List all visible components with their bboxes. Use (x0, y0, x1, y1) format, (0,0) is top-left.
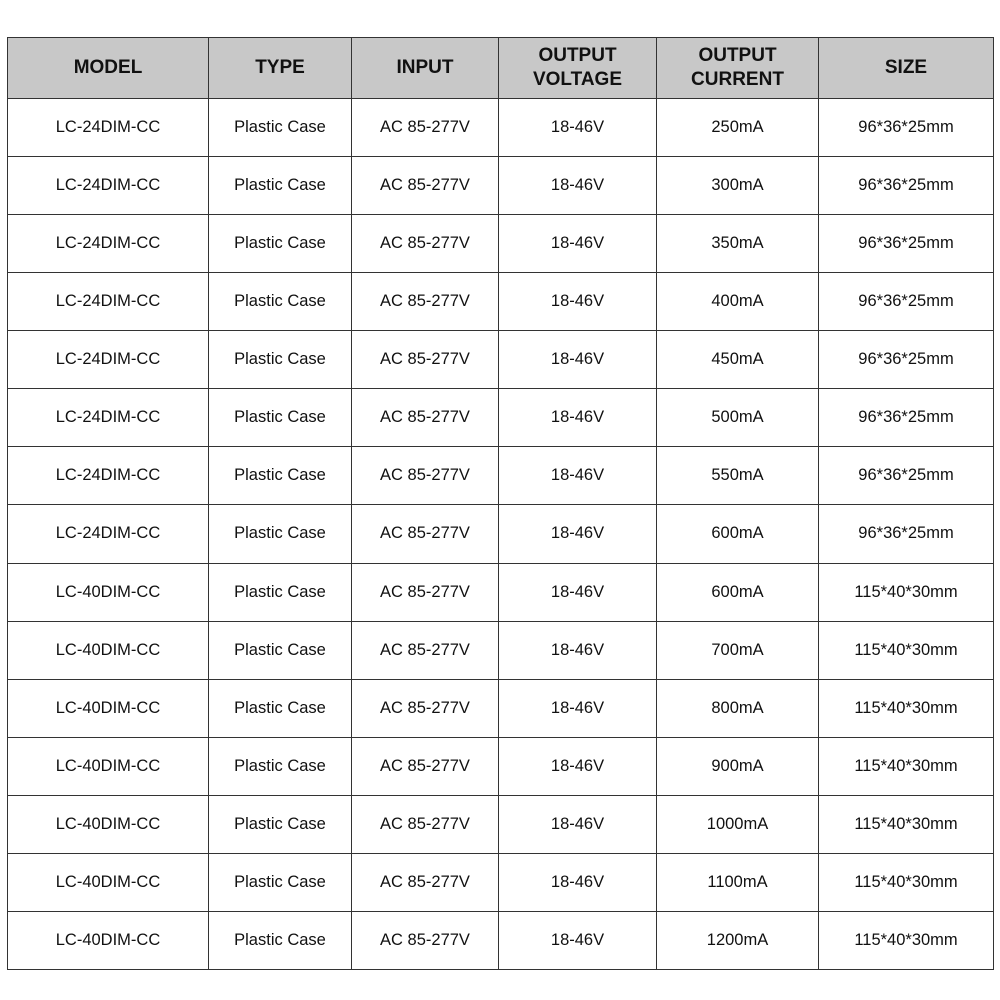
cell-type: Plastic Case (209, 447, 352, 505)
table-row (8, 911, 994, 969)
column-header-line: SIZE (884, 57, 928, 78)
cell-type: Plastic Case (209, 911, 352, 969)
cell-input: AC 85-277V (352, 215, 499, 273)
cell-type: Plastic Case (209, 389, 352, 447)
cell-model: LC-24DIM-CC (8, 389, 209, 447)
cell-model: LC-24DIM-CC (8, 273, 209, 331)
table-row (8, 853, 994, 911)
cell-model: LC-24DIM-CC (8, 331, 209, 389)
cell-type: Plastic Case (209, 853, 352, 911)
cell-type: Plastic Case (209, 331, 352, 389)
cell-type: Plastic Case (209, 505, 352, 563)
cell-size: 115*40*30mm (819, 679, 994, 737)
cell-output-voltage: 18-46V (499, 273, 657, 331)
cell-model: LC-40DIM-CC (8, 563, 209, 621)
cell-output-current: 550mA (657, 447, 819, 505)
column-header-line: CURRENT (691, 69, 784, 90)
cell-output-voltage: 18-46V (499, 99, 657, 157)
cell-output-voltage: 18-46V (499, 679, 657, 737)
cell-output-voltage: 18-46V (499, 389, 657, 447)
cell-output-voltage: 18-46V (499, 563, 657, 621)
cell-input: AC 85-277V (352, 911, 499, 969)
cell-input: AC 85-277V (352, 621, 499, 679)
column-header-line: VOLTAGE (532, 69, 623, 90)
cell-output-voltage: 18-46V (499, 331, 657, 389)
cell-type: Plastic Case (209, 99, 352, 157)
column-header-line: OUTPUT (538, 45, 617, 66)
table-row (8, 505, 994, 563)
cell-output-voltage: 18-46V (499, 215, 657, 273)
cell-input: AC 85-277V (352, 273, 499, 331)
column-header-size (819, 38, 994, 99)
cell-output-voltage: 18-46V (499, 737, 657, 795)
cell-output-current: 450mA (657, 331, 819, 389)
table-row (8, 331, 994, 389)
column-header-type (209, 38, 352, 99)
table-row (8, 679, 994, 737)
cell-input: AC 85-277V (352, 853, 499, 911)
cell-output-voltage: 18-46V (499, 911, 657, 969)
cell-size: 115*40*30mm (819, 911, 994, 969)
table-row (8, 273, 994, 331)
cell-model: LC-24DIM-CC (8, 505, 209, 563)
table-row (8, 447, 994, 505)
cell-type: Plastic Case (209, 157, 352, 215)
cell-input: AC 85-277V (352, 737, 499, 795)
cell-input: AC 85-277V (352, 447, 499, 505)
cell-size: 115*40*30mm (819, 853, 994, 911)
table-row (8, 563, 994, 621)
cell-size: 115*40*30mm (819, 621, 994, 679)
cell-input: AC 85-277V (352, 505, 499, 563)
cell-input: AC 85-277V (352, 331, 499, 389)
cell-model: LC-40DIM-CC (8, 621, 209, 679)
cell-output-current: 400mA (657, 273, 819, 331)
cell-size: 96*36*25mm (819, 273, 994, 331)
cell-size: 96*36*25mm (819, 157, 994, 215)
cell-output-voltage: 18-46V (499, 157, 657, 215)
spec-table (7, 37, 994, 970)
table-row (8, 389, 994, 447)
cell-output-voltage: 18-46V (499, 853, 657, 911)
cell-model: LC-40DIM-CC (8, 737, 209, 795)
cell-output-current: 300mA (657, 157, 819, 215)
cell-type: Plastic Case (209, 679, 352, 737)
cell-output-current: 600mA (657, 505, 819, 563)
cell-input: AC 85-277V (352, 157, 499, 215)
column-header-model (8, 38, 209, 99)
cell-output-current: 1100mA (657, 853, 819, 911)
table-body (8, 99, 994, 970)
table-row (8, 157, 994, 215)
cell-type: Plastic Case (209, 737, 352, 795)
cell-output-current: 250mA (657, 99, 819, 157)
cell-output-voltage: 18-46V (499, 505, 657, 563)
cell-output-current: 600mA (657, 563, 819, 621)
cell-output-current: 900mA (657, 737, 819, 795)
cell-size: 115*40*30mm (819, 737, 994, 795)
cell-size: 96*36*25mm (819, 447, 994, 505)
cell-size: 96*36*25mm (819, 215, 994, 273)
header-row (8, 38, 994, 99)
cell-size: 96*36*25mm (819, 99, 994, 157)
table-row (8, 737, 994, 795)
column-header-line: TYPE (255, 57, 305, 78)
cell-input: AC 85-277V (352, 563, 499, 621)
cell-size: 96*36*25mm (819, 331, 994, 389)
cell-output-current: 700mA (657, 621, 819, 679)
cell-output-voltage: 18-46V (499, 621, 657, 679)
cell-input: AC 85-277V (352, 389, 499, 447)
column-header-line: OUTPUT (698, 45, 777, 66)
cell-model: LC-40DIM-CC (8, 911, 209, 969)
cell-output-current: 1200mA (657, 911, 819, 969)
column-header-line: INPUT (396, 57, 454, 78)
table-row (8, 621, 994, 679)
cell-model: LC-24DIM-CC (8, 157, 209, 215)
cell-size: 96*36*25mm (819, 389, 994, 447)
cell-model: LC-24DIM-CC (8, 215, 209, 273)
cell-input: AC 85-277V (352, 679, 499, 737)
cell-output-current: 800mA (657, 679, 819, 737)
cell-output-current: 500mA (657, 389, 819, 447)
column-header-line: MODEL (73, 57, 143, 78)
column-header-output-voltage (499, 38, 657, 99)
table-row (8, 215, 994, 273)
cell-type: Plastic Case (209, 215, 352, 273)
cell-size: 115*40*30mm (819, 563, 994, 621)
cell-model: LC-40DIM-CC (8, 853, 209, 911)
table-header (8, 38, 994, 99)
cell-type: Plastic Case (209, 273, 352, 331)
cell-output-current: 1000mA (657, 795, 819, 853)
table-row (8, 99, 994, 157)
cell-input: AC 85-277V (352, 795, 499, 853)
column-header-input (352, 38, 499, 99)
column-header-output-current (657, 38, 819, 99)
cell-type: Plastic Case (209, 563, 352, 621)
cell-output-current: 350mA (657, 215, 819, 273)
cell-model: LC-24DIM-CC (8, 447, 209, 505)
cell-size: 115*40*30mm (819, 795, 994, 853)
cell-input: AC 85-277V (352, 99, 499, 157)
cell-output-voltage: 18-46V (499, 795, 657, 853)
cell-model: LC-40DIM-CC (8, 679, 209, 737)
cell-model: LC-24DIM-CC (8, 99, 209, 157)
cell-size: 96*36*25mm (819, 505, 994, 563)
cell-model: LC-40DIM-CC (8, 795, 209, 853)
cell-output-voltage: 18-46V (499, 447, 657, 505)
cell-type: Plastic Case (209, 621, 352, 679)
table-row (8, 795, 994, 853)
cell-type: Plastic Case (209, 795, 352, 853)
